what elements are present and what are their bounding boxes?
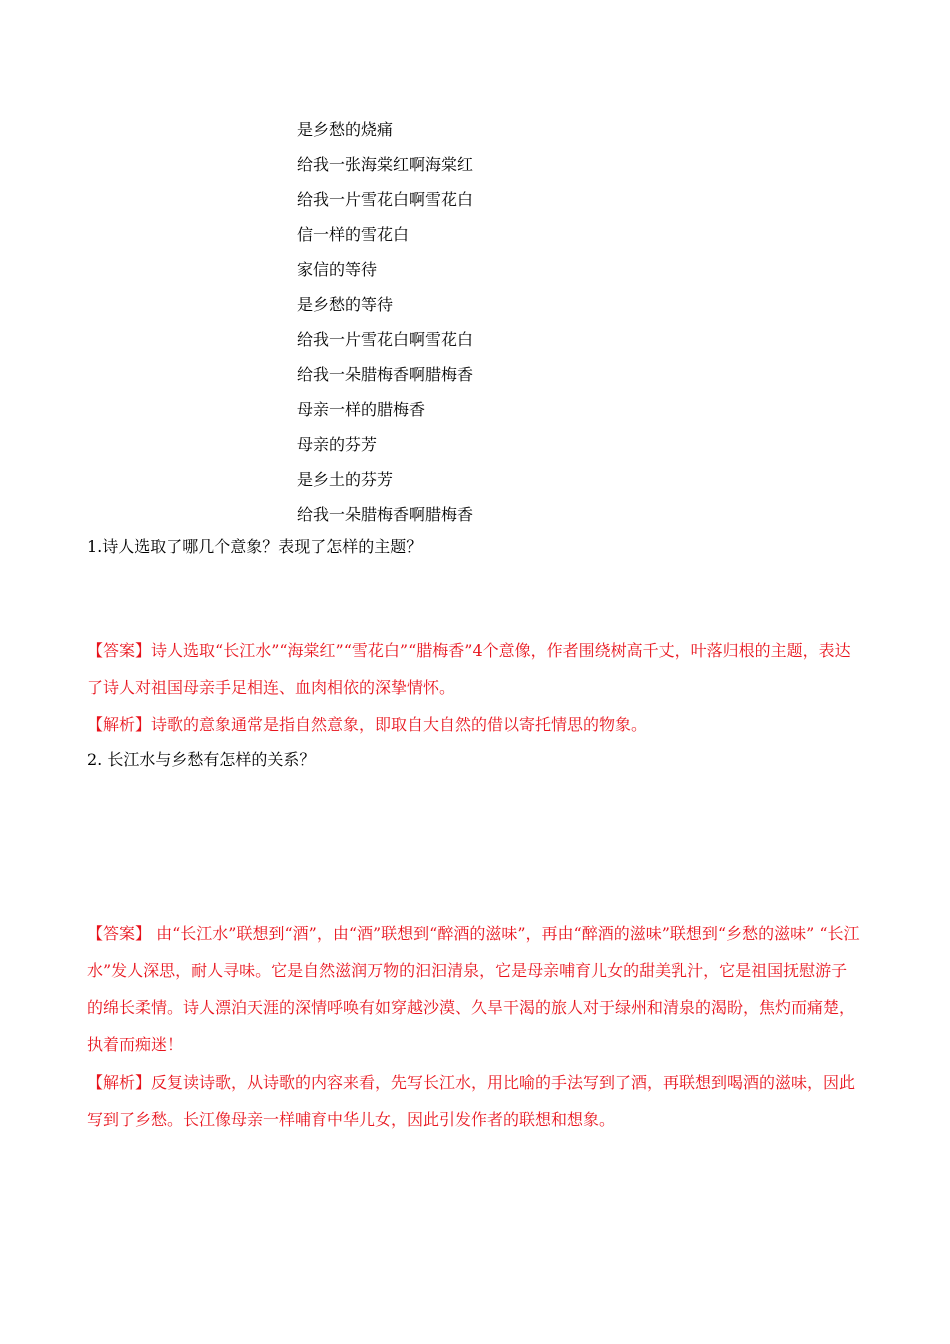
answer-2-text: 由“长江水”联想到“酒”，由“酒”联想到“醉酒的滋味”，再由“醉酒的滋味”联想到“乡愁的滋味” “长江水”发人深思，耐人寻味。它是自然滋润万物的汩汩清泉，它是母亲哺育儿女的甜美乳汁，它是祖国抚慰游子的绵长柔情。诗人漂泊天涯的深情呼唤有如穿越沙漠、久旱干渴的旅人对于绿州和清泉的渴盼，焦灼而痛楚，执着而痴迷！ xyxy=(87,924,860,1054)
poem-line: 给我一张海棠红啊海棠红 xyxy=(297,155,474,174)
poem-line: 信一样的雪花白 xyxy=(297,225,410,244)
answer-2 xyxy=(87,915,862,1063)
analysis-1 xyxy=(87,706,862,743)
poem-line: 给我一片雪花白啊雪花白 xyxy=(297,190,474,209)
analysis-2 xyxy=(87,1064,862,1138)
analysis-2-text: 反复读诗歌，从诗歌的内容来看，先写长江水，用比喻的手法写到了酒，再联想到喝酒的滋味，因此写到了乡愁。长江像母亲一样哺育中华儿女，因此引发作者的联想和想象。 xyxy=(87,1073,856,1129)
poem-line: 给我一朵腊梅香啊腊梅香 xyxy=(297,365,474,384)
analysis-tag: 【解析】 xyxy=(87,1073,152,1092)
answer-tag: 【答案】 xyxy=(87,924,152,943)
poem-line: 家信的等待 xyxy=(297,260,378,279)
poem-line: 是乡土的芬芳 xyxy=(297,470,394,489)
question-1: 1.诗人选取了哪几个意象？表现了怎样的主题？ xyxy=(87,537,423,556)
question-2: 2. 长江水与乡愁有怎样的关系？ xyxy=(87,750,316,769)
analysis-1-text: 诗歌的意象通常是指自然意象，即取自大自然的借以寄托情思的物象。 xyxy=(151,715,648,734)
poem-stanza xyxy=(297,112,473,532)
answer-tag: 【答案】 xyxy=(87,641,152,660)
poem-line: 是乡愁的等待 xyxy=(297,295,394,314)
answer-1 xyxy=(87,632,862,706)
poem-line: 给我一片雪花白啊雪花白 xyxy=(297,330,474,349)
answer-1-text: 诗人选取“长江水”“海棠红”“雪花白”“腊梅香”4个意像，作者围绕树高千丈，叶落归根的主题，表达了诗人对祖国母亲手足相连、血肉相依的深挚情怀。 xyxy=(87,641,851,697)
poem-line: 母亲一样的腊梅香 xyxy=(297,400,426,419)
analysis-tag: 【解析】 xyxy=(87,715,152,734)
poem-line: 给我一朵腊梅香啊腊梅香 xyxy=(297,505,474,524)
poem-line: 母亲的芬芳 xyxy=(297,435,378,454)
poem-line: 是乡愁的烧痛 xyxy=(297,120,394,139)
